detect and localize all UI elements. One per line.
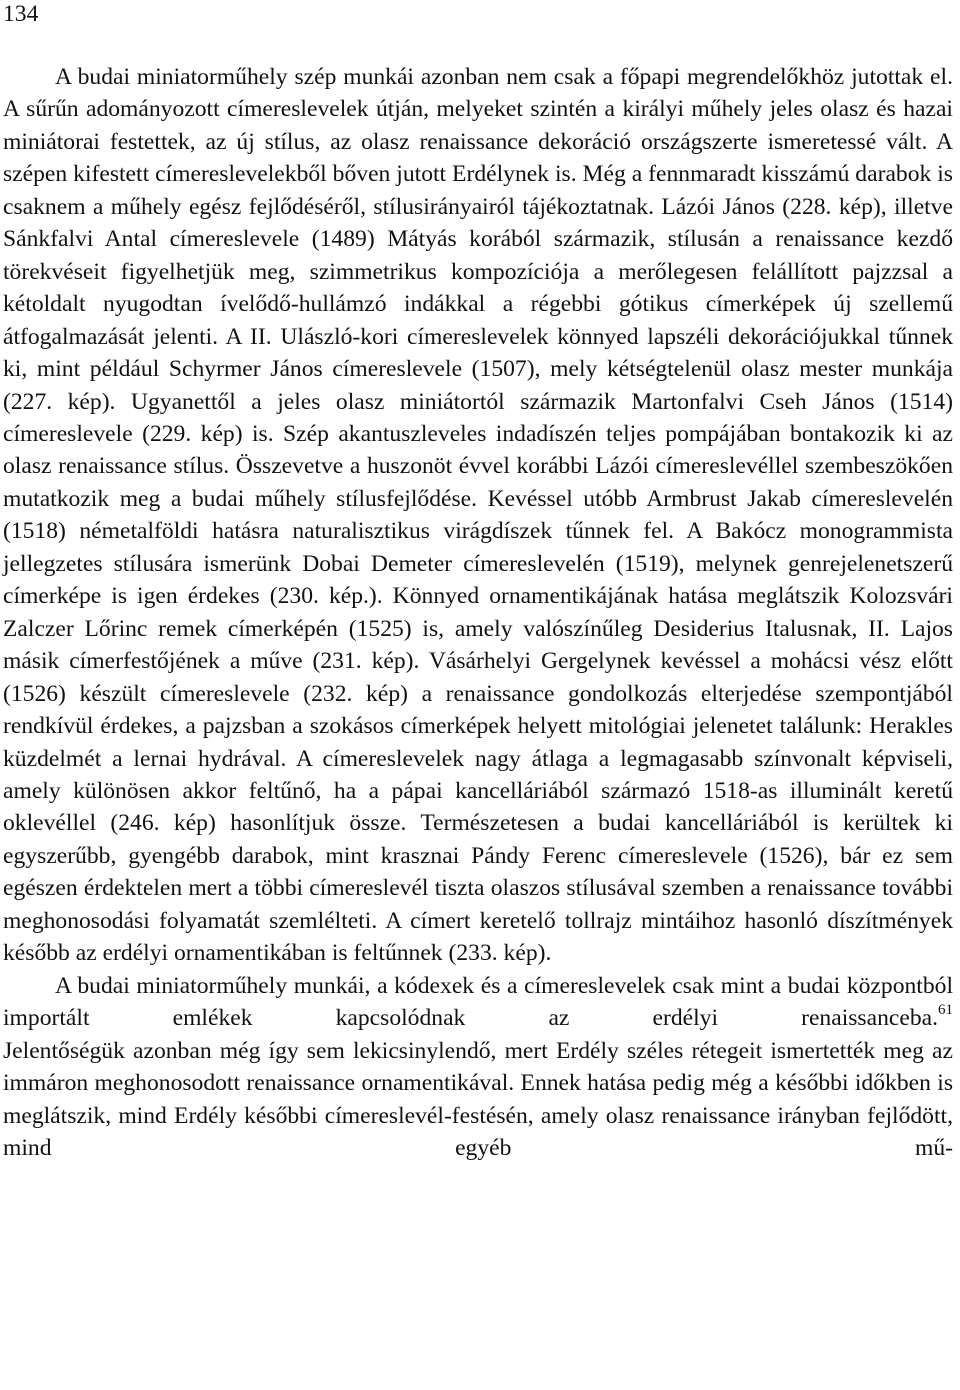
paragraph: Jelentőségük azonban még így sem lekicsinylendő, mert Erdély széles rétegeit ismertették meg az immáron meghonosodott renaissance ornamentikával. Ennek hatása pedig még a későbbi időkben is meglátszik, mind Erdély későbbi címereslevél-festésén, amely olasz renaissance irányban fejlődött, mind egyéb mű-: [3, 1037, 953, 1161]
footnote-reference: 61: [938, 1002, 953, 1019]
page-number: 134: [3, 1, 39, 27]
body-text: [3, 61, 953, 1164]
paragraph-text: A budai miniatorműhely munkái, a kódexek és a címereslevelek csak mint a budai központból importált emlékek kapcsolódnak az erdélyi renaissanceba.: [3, 972, 953, 1032]
paragraph: A budai miniatorműhely szép munkái azonban nem csak a főpapi megrendelőkhöz jutottak el. A sűrűn adományozott címereslevelek útján, melyeket szintén a királyi műhely jeles olasz és hazai miniátorai festettek, az új stílus, az olasz renaissance dekoráció országszerte ismeretessé vált. A szépen kifestett címereslevelekből bőven jutott Erdélynek is. Még a fennmaradt kisszámú darabok is csaknem a műhely egész fejlődéséről, stílusirányairól tájékoztatnak. Lázói János (228. kép), illetve Sánkfalvi Antal címereslevele (1489) Mátyás korából származik, stílusán a renaissance kezdő törekvéseit figyelhetjük meg, szimmetrikus kompozíciója a merőlegesen felállított pajzzsal a kétoldalt nyugodtan ívelődő-hullámzó indákkal a régebbi gótikus címerképek új szellemű átfogalmazását jelenti. A II. Ulászló-kori címereslevelek könnyed lapszéli dekorációjukkal tűnnek ki, mint például Schyrmer János címereslevele (1507), mely kétségtelenül olasz mester munkája (227. kép). Ugyanettől a jeles olasz miniátortól származik Martonfalvi Cseh János (1514) címereslevele (229. kép) is. Szép akantuszleveles indadíszén teljes pompájában bontakozik ki az olasz renaissance stílus. Összevetve a huszonöt évvel korábbi Lázói címereslevéllel szembeszökően mutatkozik meg a budai műhely stílusfejlődése. Kevéssel utóbb Armbrust Jakab címereslevelén (1518) németalföldi hatásra naturalisztikus virágdíszek tűnnek fel. A Bakócz monogrammista jellegzetes stílusára ismerünk Dobai Demeter címereslevelén (1519), melynek genrejelenetszerű címerképe is igen érdekes (230. kép.). Könnyed ornamentikájának hatása meglátszik Kolozsvári Zalczer Lőrinc remek címerképén (1525) is, amely valószínűleg Desiderius Italusnak, II. Lajos másik címerfestőjének a műve (231. kép). Vásárhelyi Gergelynek kevéssel a mohácsi vész előtt (1526) készült címereslevele (232. kép) a renaissance gondolkozás elterjedése szempontjából rendkívül érdekes, a pajzsban a szokásos címerképek helyett mitológiai jelenetet találunk: Herakles küzdelmét a lernai hydrával. A címereslevelek nagy átlaga a legmagasabb színvonalt képviseli, amely különösen akkor feltűnő, ha a pápai kancelláriából származó 1518-as illuminált keretű oklevéllel (246. kép) hasonlítjuk össze. Természetesen a budai kancelláriából is kerültek ki egyszerűbb, gyengébb darabok, mint krasznai Pándy Ferenc címereslevele (1526), bár ez sem egészen érdektelen mert a többi címereslevél tiszta olaszos stílusával szemben a renaissance további meghonosodási folyamatát szemlélteti. A címert keretelő tollrajz mintáihoz hasonló díszítmények később az erdélyi ornamentikában is feltűnnek (233. kép).: [3, 64, 953, 967]
paragraph: [3, 970, 953, 1035]
